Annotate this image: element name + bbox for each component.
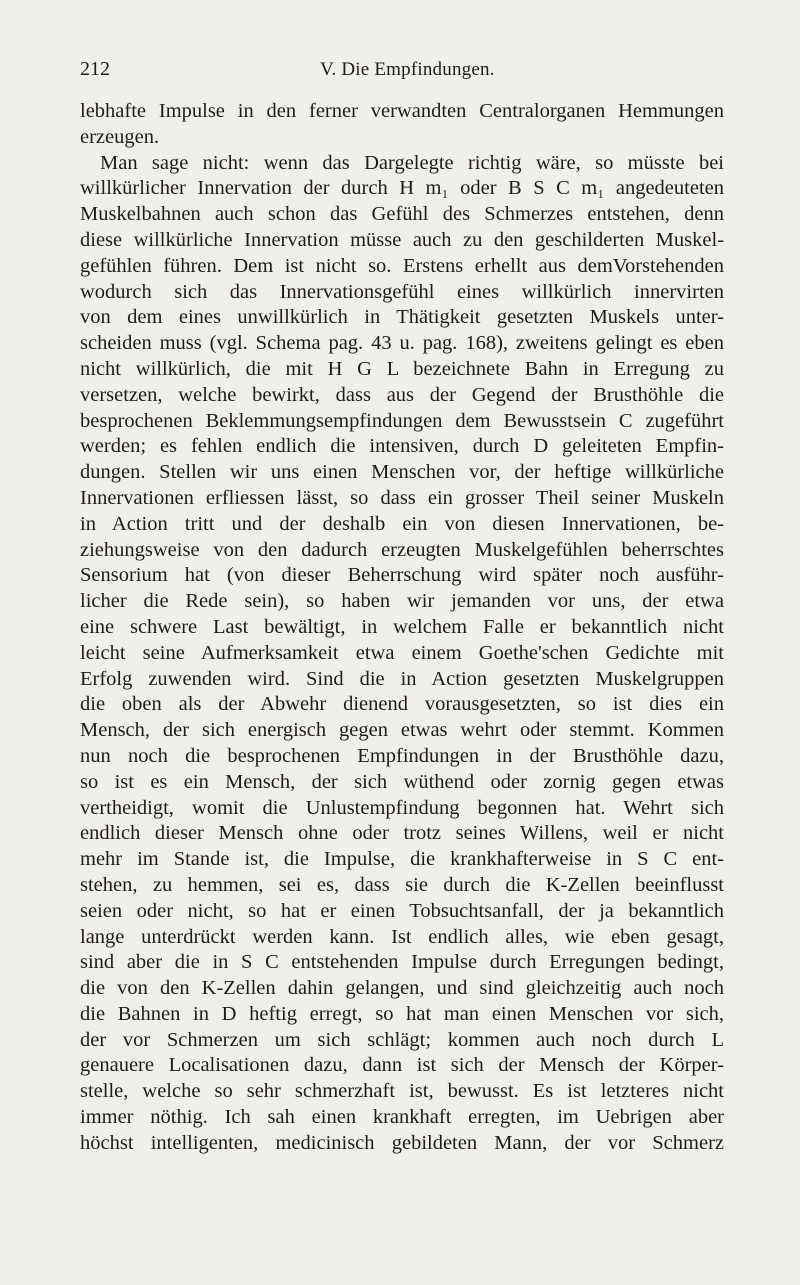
text-line: eine schwere Last bewältigt, in welchem Falle er bekanntlich nicht: [80, 615, 724, 638]
text-line: stehen, zu hemmen, sei es, dass sie durch die K-Zellen beeinflusst: [80, 873, 724, 896]
text-line: von dem eines unwillkürlich in Thätigkeit gesetzten Muskels unter-: [80, 306, 724, 329]
text-line: diese willkürliche Innervation müsse auch zu den geschilderten Muskel-: [80, 228, 724, 251]
text-line: Muskelbahnen auch schon das Gefühl des Schmerzes entstehen, denn: [80, 203, 724, 226]
text-line: seien oder nicht, so hat er einen Tobsuchtsanfall, der ja bekanntlich: [80, 899, 724, 922]
text-line: gefühlen führen. Dem ist nicht so. Erstens erhellt aus demVorstehenden: [80, 254, 724, 277]
text-line: die Bahnen in D heftig erregt, so hat man einen Menschen vor sich,: [80, 1002, 724, 1025]
text-line: sind aber die in S C entstehenden Impulse durch Erregungen bedingt,: [80, 951, 724, 974]
text-line: versetzen, welche bewirkt, dass aus der Gegend der Brusthöhle die: [80, 383, 724, 406]
text-line: stelle, welche so sehr schmerzhaft ist, bewusst. Es ist letzteres nicht: [80, 1080, 724, 1103]
text-line: die von den K-Zellen dahin gelangen, und sind gleichzeitig auch noch: [80, 977, 724, 1000]
text-line: werden; es fehlen endlich die intensiven, durch D geleiteten Empfin-: [80, 435, 724, 458]
text-line: willkürlicher Innervation der durch H m₁ oder B S C m₁ angedeuteten: [80, 177, 724, 200]
text-line: nun noch die besprochenen Empfindungen in der Brusthöhle dazu,: [80, 744, 724, 767]
text-line: licher die Rede sein), so haben wir jemanden vor uns, der etwa: [80, 590, 724, 613]
text-line: nicht willkürlich, die mit H G L bezeichnete Bahn in Erregung zu: [80, 357, 724, 380]
text-line: höchst intelligenten, medicinisch gebildeten Mann, der vor Schmerz: [80, 1131, 724, 1154]
text-line: endlich dieser Mensch ohne oder trotz seines Willens, weil er nicht: [80, 822, 724, 845]
running-head: [80, 58, 730, 84]
text-line: Erfolg zuwenden wird. Sind die in Action gesetzten Muskelgruppen: [80, 667, 724, 690]
text-line: leicht seine Aufmerksamkeit etwa einem Goethe'schen Gedichte mit: [80, 641, 724, 664]
body-text: [80, 99, 724, 1157]
text-line: die oben als der Abwehr dienend vorausgesetzten, so ist dies ein: [80, 693, 724, 716]
text-line: lebhafte Impulse in den ferner verwandten Centralorganen Hemmungen: [80, 100, 724, 122]
text-line: scheiden muss (vgl. Schema pag. 43 u. pag. 168), zweitens gelingt es eben: [80, 332, 724, 355]
text-line: Innervationen erfliessen lässt, so dass ein grosser Theil seiner Muskeln: [80, 486, 724, 509]
text-line: Sensorium hat (von dieser Beherrschung wird später noch ausführ-: [80, 564, 724, 587]
running-title: V. Die Empfindungen.: [320, 59, 495, 80]
text-line: genauere Localisationen dazu, dann ist sich der Mensch der Körper-: [80, 1054, 724, 1077]
text-line: so ist es ein Mensch, der sich wüthend oder zornig gegen etwas: [80, 770, 724, 793]
text-line: erzeugen.: [80, 125, 160, 148]
text-line: Mensch, der sich energisch gegen etwas wehrt oder stemmt. Kommen: [80, 719, 724, 742]
text-line: wodurch sich das Innervationsgefühl eines willkürlich innervirten: [80, 280, 724, 303]
text-line: immer nöthig. Ich sah einen krankhaft erregten, im Uebrigen aber: [80, 1106, 724, 1129]
text-line: Man sage nicht: wenn das Dargelegte richtig wäre, so müsste bei: [100, 151, 724, 174]
text-line: besprochenen Beklemmungsempfindungen dem Bewusstsein C zugeführt: [80, 409, 724, 432]
text-line: vertheidigt, womit die Unlustempfindung begonnen hat. Wehrt sich: [80, 796, 724, 819]
text-line: ziehungsweise von den dadurch erzeugten Muskelgefühlen beherrschtes: [80, 538, 724, 561]
text-line: in Action tritt und der deshalb ein von diesen Innervationen, be-: [80, 512, 724, 535]
text-line: dungen. Stellen wir uns einen Menschen vor, der heftige willkürliche: [80, 461, 724, 484]
text-line: lange unterdrückt werden kann. Ist endlich alles, wie eben gesagt,: [80, 925, 724, 948]
page-number: 212: [80, 58, 110, 80]
text-line: mehr im Stande ist, die Impulse, die krankhafterweise in S C ent-: [80, 848, 724, 871]
text-line: der vor Schmerzen um sich schlägt; kommen auch noch durch L: [80, 1028, 724, 1051]
